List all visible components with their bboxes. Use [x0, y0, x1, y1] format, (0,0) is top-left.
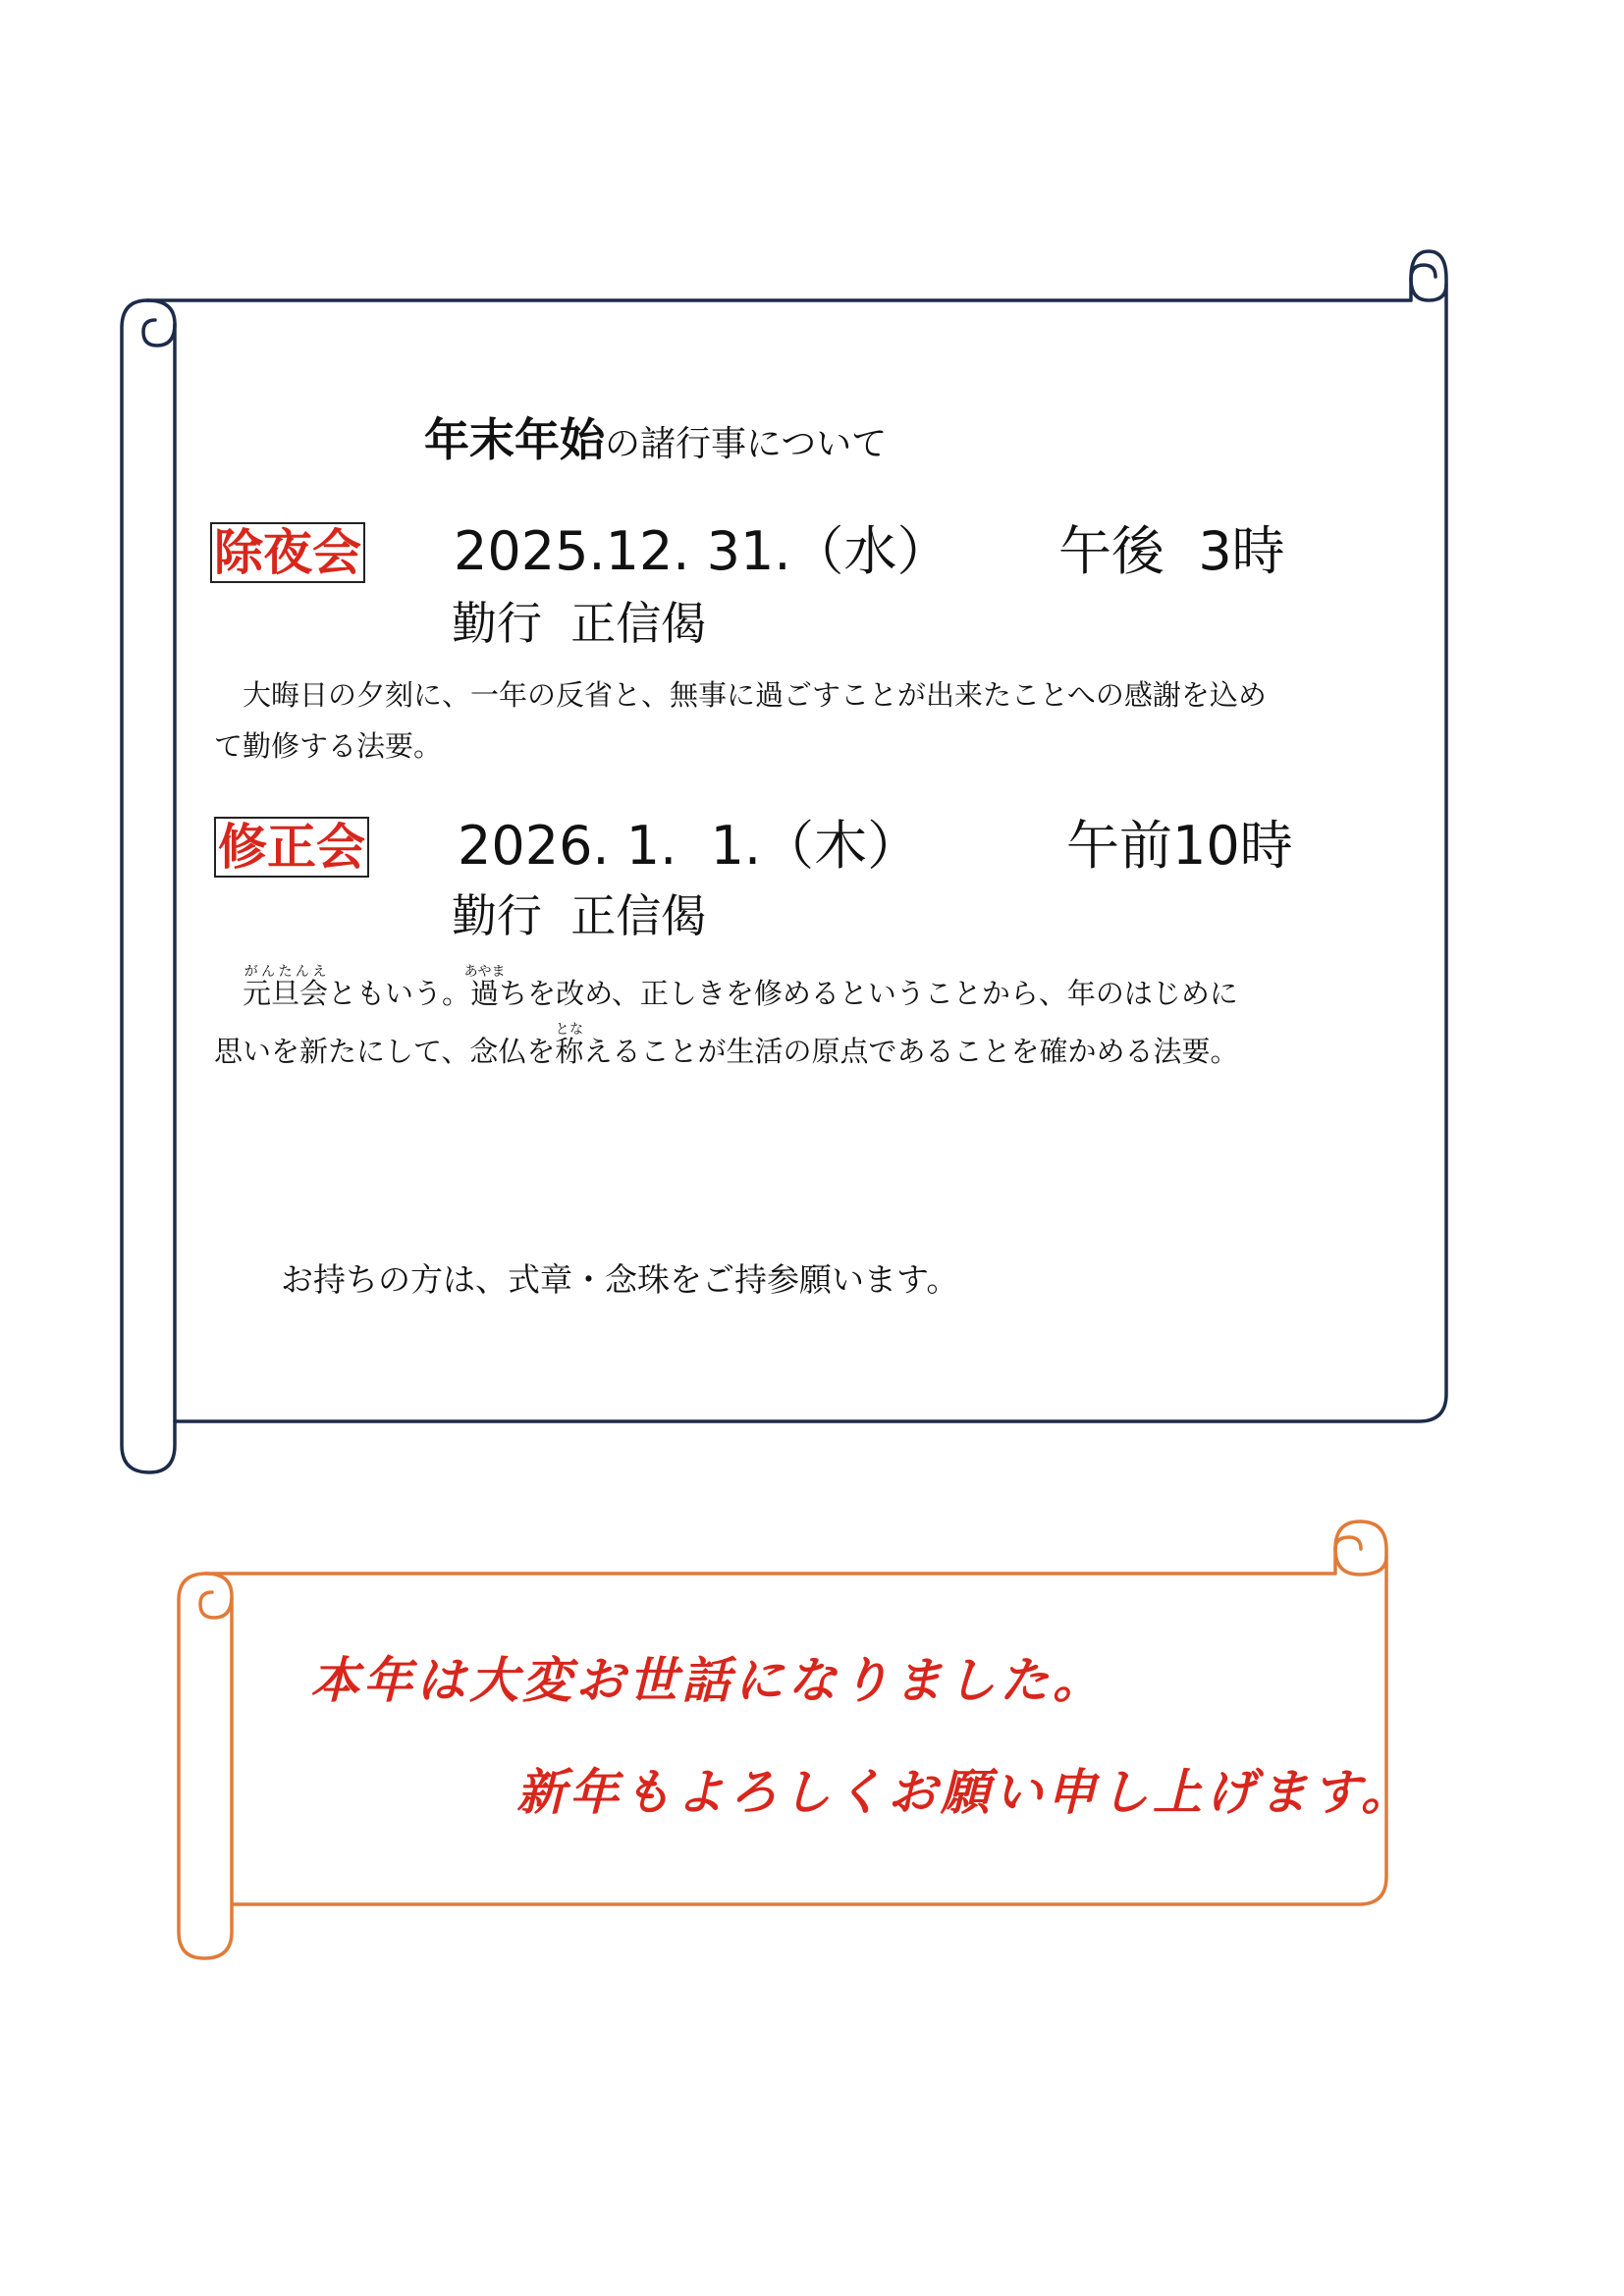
event-date-joyae: 2025.12. 31.（水）: [454, 520, 950, 582]
event-name-shushoe: 修正会: [214, 817, 369, 878]
title-bold-part: 年末年始: [424, 413, 605, 466]
event-description-joyae: [214, 669, 1267, 772]
ruby-ayama: 過あやま: [463, 964, 506, 1010]
page-title: [424, 404, 887, 469]
event-date-shushoe: 2026. 1. 1.（木）: [458, 815, 921, 877]
event-service-shushoe: 勤行 正信偈: [452, 889, 707, 942]
description-line-1: 大晦日の夕刻に、一年の反省と、無事に過ごすことが出来たことへの感謝を込め: [214, 678, 1267, 712]
event-description-shushoe: [214, 964, 1238, 1080]
bring-items-note: お持ちの方は、式章・念珠をご持参願います。: [281, 1260, 959, 1299]
event-time-shushoe: 午前10時: [1066, 815, 1293, 877]
description-line-1: 元旦会がんたんえともいう。過あやまちを改め、正しきを修めるということから、年のはじめに: [243, 964, 1238, 1010]
ruby-gantan-e: 元旦会がんたんえ: [243, 964, 329, 1010]
description-line-2: 思いを新たにして、念仏を称となえることが生活の原点であることを確かめる法要。: [214, 1022, 1239, 1068]
event-name-joyae: 除夜会: [210, 522, 365, 583]
greeting-line-1: 本年は大変お世話になりました。: [310, 1651, 1106, 1709]
bottom-scroll-frame: [179, 1522, 1386, 1958]
ruby-tona: 称とな: [555, 1022, 584, 1068]
event-time-joyae: 午後 3時: [1058, 520, 1285, 582]
greeting-line-2: 新年もよろしくお願い申し上げます。: [516, 1763, 1414, 1821]
event-service-joyae: 勤行 正信偈: [452, 597, 707, 650]
title-rest-part: の諸行事について: [605, 424, 888, 464]
description-line-2: て勤修する法要。: [214, 729, 443, 763]
